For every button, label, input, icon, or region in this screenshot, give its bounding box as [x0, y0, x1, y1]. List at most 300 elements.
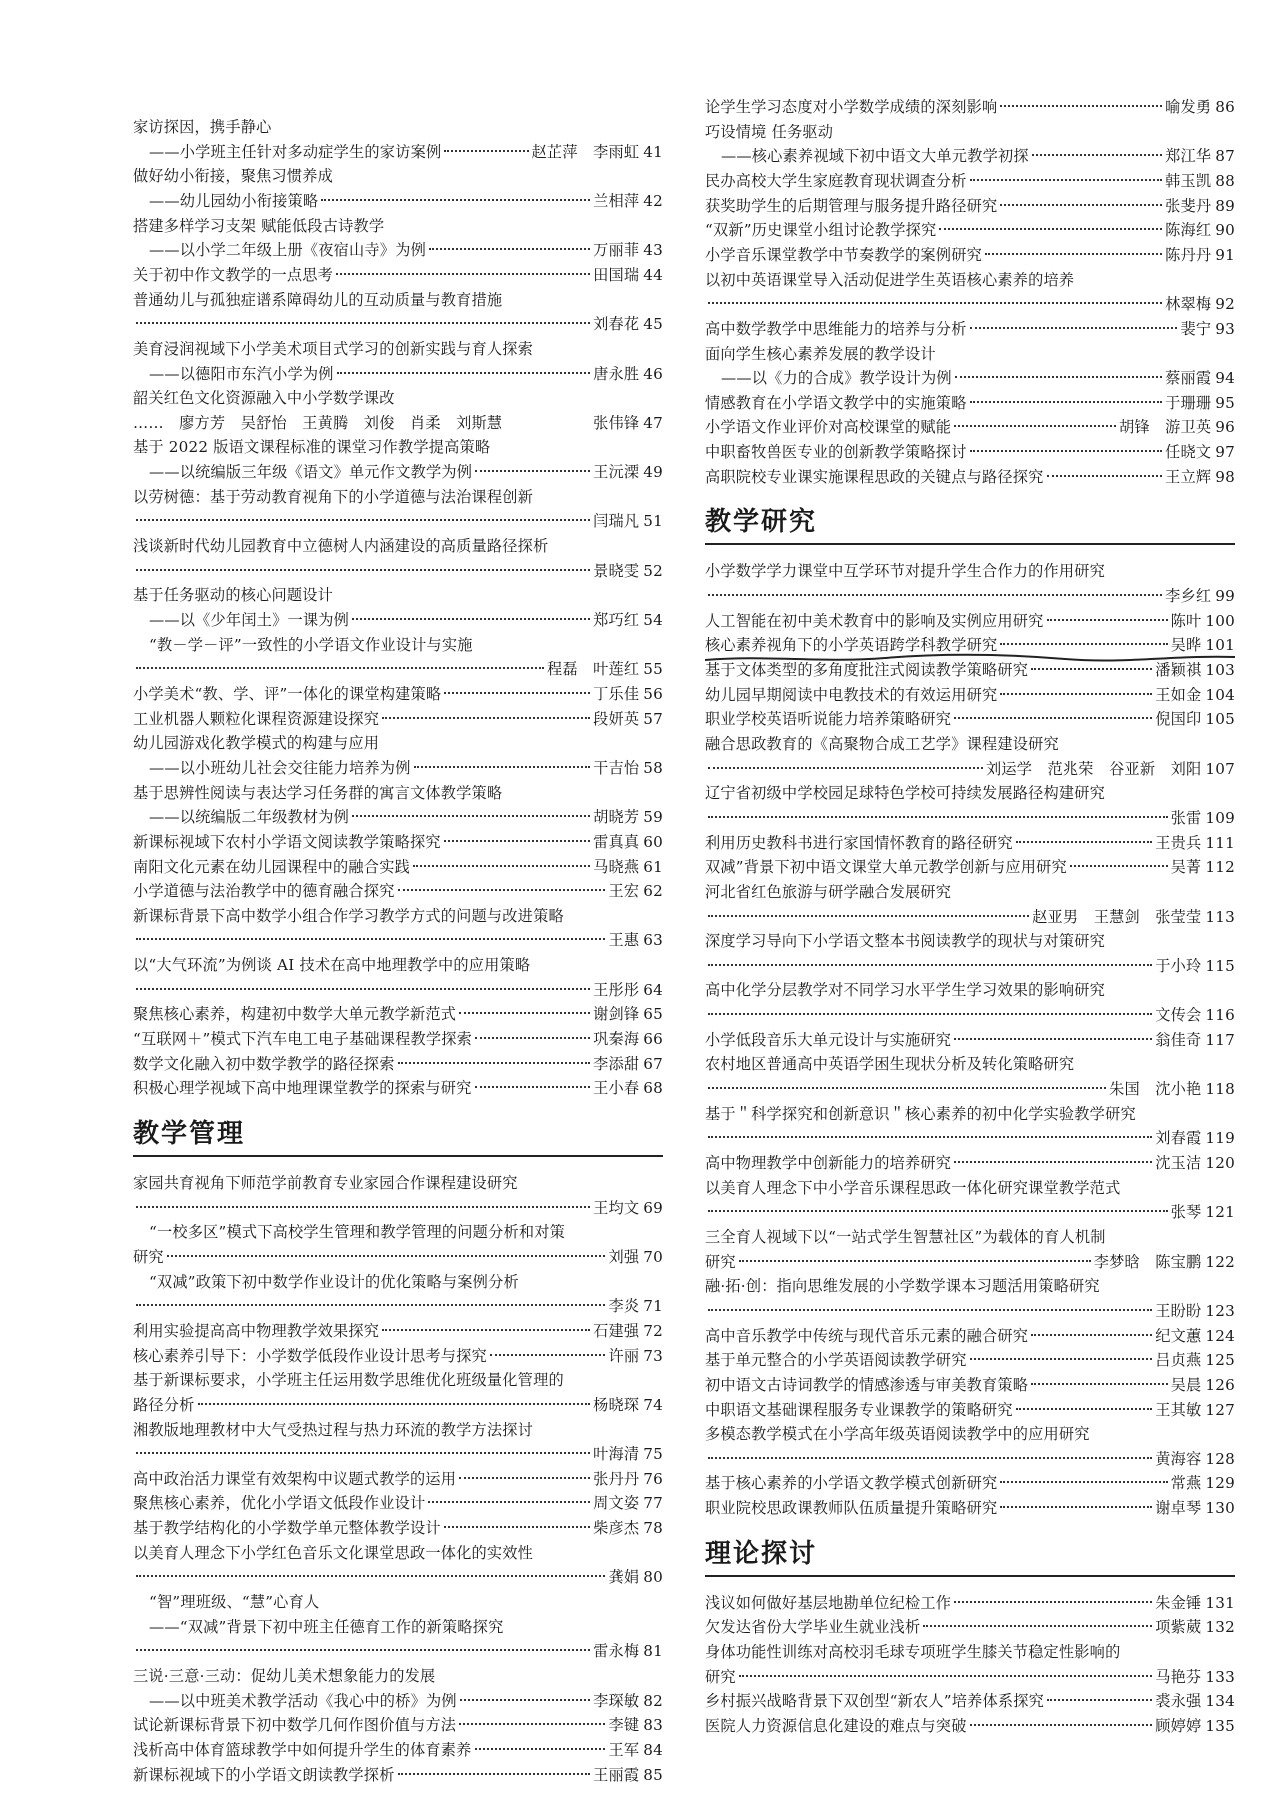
entry-title: 高职院校专业课实施课程思政的关键点与路径探究	[705, 467, 1044, 486]
leader-dots	[475, 1037, 590, 1039]
entry-title: 浅议如何做好基层地勘单位纪检工作	[705, 1593, 952, 1612]
entry-title: 以初中英语课堂导入活动促进学生英语核心素养的培养	[705, 270, 1075, 289]
entry-page: 61	[643, 857, 663, 876]
toc-entry	[133, 1052, 663, 1076]
entry-title: 以“大气环流”为例谈 AI 技术在高中地理教学中的应用策略	[133, 956, 531, 975]
leader-dots	[1047, 475, 1163, 477]
entry-title: 高中化学分层教学对不同学习水平学生学习效果的影响研究	[705, 981, 1106, 1000]
entry-title: …… 廖方芳 吴舒怡 王黄腾 刘俊 肖柔 刘斯慧	[133, 413, 503, 432]
leader-dots	[136, 938, 605, 940]
leader-dots	[708, 767, 983, 769]
entry-title: 湘教版地理教材中大气受热过程与热力环流的教学方法探讨	[133, 1420, 534, 1439]
leader-dots	[398, 889, 606, 891]
entry-title: 新课标背景下高中数学小组合作学习教学方式的问题与改进策略	[133, 906, 564, 925]
leader-dots	[939, 228, 1162, 230]
entry-author: 林翠梅	[1165, 295, 1212, 314]
entry-page: 111	[1205, 833, 1235, 852]
leader-dots	[475, 1086, 591, 1088]
toc-entry	[133, 164, 663, 188]
toc-entry	[705, 609, 1235, 633]
entry-page: 55	[643, 660, 663, 679]
toc-entry	[705, 1274, 1235, 1298]
entry-page: 68	[643, 1079, 663, 1098]
toc-entry	[133, 657, 663, 681]
entry-author: 程磊 叶莲红	[546, 660, 640, 679]
toc-entry	[133, 1590, 663, 1614]
leader-dots	[739, 1260, 1091, 1262]
entry-page: 109	[1205, 808, 1235, 827]
entry-title: 核心素养引导下：小学数学低段作业设计思考与探究	[133, 1346, 487, 1365]
leader-dots	[136, 1304, 605, 1306]
leader-dots	[414, 766, 591, 768]
entry-author: 王立辉	[1165, 467, 1212, 486]
toc-entry	[133, 1565, 663, 1589]
entry-page: 124	[1205, 1326, 1235, 1345]
toc-entry	[133, 707, 663, 731]
leader-dots	[1016, 1408, 1152, 1410]
leader-dots	[1016, 841, 1152, 843]
entry-title: 情感教育在小学语文教学中的实施策略	[705, 393, 967, 412]
toc-entry	[705, 243, 1235, 267]
entry-page: 83	[643, 1716, 663, 1735]
entry-page: 45	[643, 315, 663, 334]
leader-dots	[1000, 105, 1162, 107]
entry-author: 朱国 沈小艳	[1109, 1080, 1202, 1099]
entry-title: ——以小学二年级上册《夜宿山寺》为例	[149, 241, 426, 260]
leader-dots	[739, 1675, 1152, 1677]
leader-dots	[337, 372, 590, 374]
leader-dots	[923, 1625, 1152, 1627]
leader-dots	[444, 1526, 590, 1528]
entry-page: 76	[643, 1469, 663, 1488]
entry-author: 石建强	[593, 1321, 640, 1340]
leader-dots	[352, 618, 590, 620]
entry-author: 王贵兵	[1155, 833, 1202, 852]
leader-dots	[429, 248, 590, 250]
entry-author: 蔡丽霞	[1165, 369, 1212, 388]
entry-title: ——小学班主任针对多动症学生的家访案例	[149, 142, 442, 161]
toc-entry	[133, 189, 663, 213]
leader-dots	[985, 253, 1162, 255]
entry-title: 基于新课标要求，小学班主任运用数学思维优化班级量化管理的	[133, 1371, 564, 1390]
toc-entry	[133, 1639, 663, 1663]
toc-entry	[705, 1471, 1235, 1495]
toc-entry	[133, 756, 663, 780]
entry-author: 杨晓琛	[593, 1395, 640, 1414]
entry-page: 93	[1215, 319, 1235, 338]
toc-entry	[705, 806, 1235, 830]
entry-page: 116	[1205, 1006, 1235, 1025]
entry-title: 论学生学习态度对小学数学成绩的深刻影响	[705, 98, 998, 116]
toc-entry	[705, 1250, 1235, 1274]
entry-title: 研究	[133, 1247, 164, 1266]
entry-title: 欠发达省份大学毕业生就业浅析	[705, 1618, 921, 1637]
entry-page: 91	[1215, 245, 1235, 264]
entry-title: 职业院校思政课教师队伍质量提升策略研究	[705, 1499, 998, 1518]
toc-entry	[705, 415, 1235, 439]
entry-title: 基于文体类型的多角度批注式阅读教学策略研究	[705, 661, 1029, 679]
toc-entry	[705, 218, 1235, 242]
entry-title: ——“双减”背景下初中班主任德育工作的新策略探究	[149, 1617, 504, 1636]
entry-title: 面向学生核心素养发展的教学设计	[705, 344, 936, 363]
toc-entry	[705, 1225, 1235, 1249]
toc-entry	[705, 440, 1235, 464]
toc-entry	[705, 1373, 1235, 1397]
entry-title: 以劳树德：基于劳动教育视角下的小学道德与法治课程创新	[133, 487, 534, 506]
leader-dots	[336, 273, 590, 275]
toc-entry	[133, 214, 663, 238]
entry-title: “双新”历史课堂小组讨论教学探究	[705, 221, 937, 240]
leader-dots	[352, 815, 590, 817]
entry-title: 研究	[705, 1252, 736, 1271]
entry-page: 54	[643, 611, 663, 629]
entry-title: 中职语文基础课程服务专业课教学的策略研究	[705, 1400, 1013, 1419]
entry-title: 小学道德与法治教学中的德育融合探究	[133, 882, 395, 901]
entry-title: 小学低段音乐大单元设计与实施研究	[705, 1030, 952, 1049]
toc-entry	[705, 855, 1235, 879]
toc-entry	[133, 115, 663, 139]
leader-dots	[321, 199, 590, 201]
entry-page: 129	[1205, 1474, 1235, 1493]
entry-author: 王彤彤	[593, 980, 640, 999]
entry-author: 李琛敏	[593, 1691, 640, 1710]
toc-entry	[705, 1028, 1235, 1052]
leader-dots	[708, 915, 1029, 917]
toc-entry	[133, 1368, 663, 1392]
leader-dots	[136, 1206, 590, 1208]
toc-entry	[133, 238, 663, 262]
toc-entry	[133, 1442, 663, 1466]
entry-page: 87	[1215, 147, 1235, 166]
toc-entry	[705, 1714, 1235, 1738]
entry-author: 陈叶	[1170, 611, 1202, 630]
entry-page: 60	[643, 832, 663, 851]
entry-author: 王惠	[608, 931, 640, 950]
entry-title: ——以小班幼儿社会交往能力培养为例	[149, 758, 411, 777]
leader-dots	[708, 816, 1168, 818]
entry-author: 胡晓芳	[593, 808, 640, 827]
toc-entry	[705, 584, 1235, 608]
leader-dots	[444, 150, 528, 152]
entry-page: 49	[643, 463, 663, 482]
leader-dots	[970, 401, 1163, 403]
toc-entry	[133, 879, 663, 903]
leader-dots	[413, 865, 590, 867]
entry-page: 127	[1205, 1400, 1235, 1419]
section-rule	[133, 1155, 663, 1157]
entry-page: 103	[1205, 661, 1235, 679]
leader-dots	[708, 964, 1152, 966]
entry-author: 马晓燕	[593, 857, 640, 876]
entry-page: 92	[1215, 295, 1235, 314]
toc-entry	[133, 953, 663, 977]
entry-title: 巧设情境 任务驱动	[705, 122, 834, 141]
toc-entry	[133, 485, 663, 509]
entry-page: 62	[643, 882, 663, 901]
entry-page: 104	[1205, 685, 1235, 704]
leader-dots	[136, 988, 590, 990]
toc-entry	[133, 288, 663, 312]
entry-author: 李梦晗 陈宝鹏	[1093, 1252, 1202, 1271]
toc-entry	[133, 460, 663, 484]
entry-author: 沈玉洁	[1155, 1154, 1202, 1172]
leader-dots	[708, 594, 1162, 596]
entry-page: 135	[1205, 1717, 1235, 1735]
entry-title: 韶关红色文化资源融入中小学数学课改	[133, 389, 395, 408]
entry-title: 家访探因，携手静心	[133, 118, 272, 136]
entry-title: 做好幼小衔接，聚焦习惯养成	[133, 167, 334, 186]
entry-title: 聚焦核心素养，优化小学语文低段作业设计	[133, 1494, 426, 1513]
leader-dots	[136, 667, 544, 669]
entry-title: ——以《力的合成》教学设计为例	[721, 369, 952, 388]
leader-dots	[198, 1403, 591, 1405]
entry-page: 71	[643, 1297, 663, 1316]
entry-author: 周文姿	[593, 1494, 640, 1513]
toc-entry	[705, 929, 1235, 953]
entry-title: 以美育人理念下中小学音乐课程思政一体化研究课堂教学范式	[705, 1178, 1121, 1197]
entry-title: 小学语文作业评价对高校课堂的赋能	[705, 418, 952, 437]
entry-author: 赵芷萍 李雨虹	[531, 142, 640, 161]
toc-entry	[705, 1398, 1235, 1422]
entry-title: 深度学习导向下小学语文整本书阅读教学的现状与对策研究	[705, 932, 1106, 951]
toc-entry	[133, 386, 663, 410]
entry-title: ——幼儿园幼小衔接策略	[149, 191, 319, 210]
entry-author: 王均文	[593, 1198, 640, 1217]
entry-page: 63	[643, 931, 663, 950]
leader-dots	[490, 1354, 606, 1356]
entry-author: 张丹丹	[593, 1469, 640, 1488]
toc-entry	[133, 633, 663, 657]
entry-author: 李乡红	[1165, 587, 1212, 606]
entry-title: 路径分析	[133, 1395, 195, 1414]
entry-title: 研究	[705, 1667, 736, 1686]
leader-dots	[1000, 693, 1152, 695]
toc-entry	[133, 1319, 663, 1343]
toc-entry	[705, 144, 1235, 168]
entry-title: 人工智能在初中美术教育中的影响及实例应用研究	[705, 611, 1044, 630]
entry-author: 干吉怡	[593, 758, 640, 777]
entry-page: 52	[643, 561, 663, 580]
entry-page: 70	[643, 1247, 663, 1266]
toc-entry	[705, 95, 1235, 119]
entry-page: 95	[1215, 393, 1235, 412]
pen-underline-mark	[705, 651, 1235, 665]
leader-dots	[136, 1575, 605, 1577]
entry-page: 123	[1205, 1301, 1235, 1320]
entry-author: 马艳芬	[1155, 1667, 1202, 1686]
entry-title: 工业机器人颗粒化课程资源建设探究	[133, 709, 380, 728]
entry-title: 乡村振兴战略背景下双创型“新农人”培养体系探究	[705, 1692, 1045, 1711]
leader-dots	[1031, 1383, 1167, 1385]
entry-author: 王丽霞	[593, 1765, 640, 1784]
leader-dots	[136, 1649, 590, 1651]
leader-dots	[460, 1699, 590, 1701]
leader-dots	[444, 692, 590, 694]
entry-page: 134	[1205, 1692, 1235, 1711]
entry-author: 谢剑锋	[593, 1005, 640, 1024]
toc-entry	[133, 1541, 663, 1565]
entry-author: 王盼盼	[1155, 1301, 1202, 1320]
toc-entry	[133, 1076, 663, 1100]
toc-entry	[705, 1052, 1235, 1076]
toc-entry	[705, 342, 1235, 366]
entry-title: 新课标视域下农村小学语文阅读教学策略探究	[133, 832, 441, 851]
entry-page: 64	[643, 980, 663, 999]
toc-entry	[133, 1027, 663, 1051]
entry-title: 辽宁省初级中学校园足球特色学校可持续发展路径构建研究	[705, 784, 1106, 803]
toc-entry	[705, 465, 1235, 489]
toc-entry	[133, 1713, 663, 1737]
entry-title: 基于单元整合的小学英语阅读教学研究	[705, 1351, 967, 1370]
toc-entry	[705, 268, 1235, 292]
leader-dots	[1070, 865, 1168, 867]
entry-author: 刘春霞	[1155, 1129, 1202, 1148]
entry-author: 文传会	[1155, 1006, 1202, 1025]
entry-author: 于珊珊	[1165, 393, 1212, 412]
entry-page: 121	[1205, 1203, 1235, 1222]
toc-entry	[133, 1270, 663, 1294]
toc-entry	[133, 805, 663, 829]
entry-page: 96	[1215, 418, 1235, 437]
entry-author: 万丽菲	[593, 241, 640, 260]
entry-page: 65	[643, 1005, 663, 1024]
toc-entry	[705, 559, 1235, 583]
entry-page: 69	[643, 1198, 663, 1217]
toc-entry	[133, 583, 663, 607]
entry-title: 浅析高中体育篮球教学中如何提升学生的体育素养	[133, 1740, 472, 1759]
entry-author: 翁佳奇	[1155, 1030, 1202, 1049]
entry-title: 家园共育视角下师范学前教育专业家园合作课程建设研究	[133, 1174, 518, 1192]
entry-title: 小学数学学力课堂中互学环节对提升学生合作力的作用研究	[705, 562, 1106, 581]
entry-page: 43	[643, 241, 663, 260]
entry-title: 核心素养视角下的小学英语跨学科教学研究	[705, 636, 998, 655]
toc-entry	[133, 682, 663, 706]
entry-page: 89	[1215, 196, 1235, 215]
entry-page: 47	[643, 413, 663, 432]
entry-page: 131	[1205, 1593, 1235, 1612]
leader-dots	[136, 1452, 590, 1454]
entry-title: ——以统编版二年级教材为例	[149, 808, 350, 827]
toc-entry	[705, 120, 1235, 144]
leader-dots	[708, 302, 1162, 304]
entry-page: 80	[643, 1568, 663, 1587]
entry-author: 纪文蕙	[1155, 1326, 1202, 1345]
toc-entry	[705, 292, 1235, 316]
entry-title: 关于初中作文教学的一点思考	[133, 265, 334, 284]
leader-dots	[1047, 1699, 1152, 1701]
entry-page: 78	[643, 1519, 663, 1538]
entry-title: “双减”政策下初中数学作业设计的优化策略与案例分析	[149, 1272, 519, 1291]
toc-entry	[705, 1151, 1235, 1175]
entry-title: ——以德阳市东汽小学为例	[149, 364, 334, 383]
entry-title: 医院人力资源信息化建设的难点与突破	[705, 1717, 967, 1735]
leader-dots	[708, 1210, 1168, 1212]
toc-entry	[705, 905, 1235, 929]
toc-entry	[133, 411, 663, 435]
leader-dots	[954, 425, 1116, 427]
leader-dots	[1000, 643, 1167, 645]
entry-author: 郑巧红	[593, 611, 640, 629]
entry-author: 赵亚男 王慧剑 张莹莹	[1032, 907, 1202, 926]
entry-author: 潘颖祺	[1155, 661, 1202, 679]
entry-page: 119	[1205, 1129, 1235, 1148]
entry-author: 柴彦杰	[593, 1519, 640, 1538]
entry-title: 融合思政教育的《高聚物合成工艺学》课程建设研究	[705, 734, 1059, 753]
entry-page: 51	[643, 512, 663, 531]
entry-title: 浅谈新时代幼儿园教育中立德树人内涵建设的高质量路径探析	[133, 537, 549, 556]
entry-author: 于小玲	[1155, 956, 1202, 975]
entry-page: 82	[643, 1691, 663, 1710]
toc-entry	[705, 1126, 1235, 1150]
entry-title: 小学美术“教、学、评”一体化的课堂构建策略	[133, 684, 442, 703]
leader-dots	[970, 1358, 1153, 1360]
toc-entry	[705, 1422, 1235, 1446]
toc-entry	[133, 1294, 663, 1318]
section-rule	[705, 1575, 1235, 1577]
toc-entry	[133, 337, 663, 361]
toc-entry	[705, 1324, 1235, 1348]
entry-author: 任晓文	[1165, 443, 1212, 462]
leader-dots	[398, 1773, 591, 1775]
entry-author: 兰相萍	[593, 191, 640, 210]
entry-page: 113	[1205, 907, 1235, 926]
entry-page: 105	[1205, 710, 1235, 729]
entry-title: 基于＂科学探究和创新意识＂核心素养的初中化学实验教学研究	[705, 1104, 1136, 1123]
entry-author: 李炎	[608, 1297, 640, 1316]
entry-title: 三全育人视域下以“一站式学生智慧社区”为载体的育人机制	[705, 1227, 1106, 1246]
entry-page: 125	[1205, 1351, 1235, 1370]
entry-page: 67	[643, 1054, 663, 1073]
toc-entry	[133, 1491, 663, 1515]
leader-dots	[459, 1723, 605, 1725]
entry-page: 72	[643, 1321, 663, 1340]
entry-title: 中职畜牧兽医专业的创新教学策略探讨	[705, 443, 967, 462]
entry-author: 雷永梅	[593, 1642, 640, 1661]
entry-title: 数学文化融入初中数学教学的路径探索	[133, 1054, 395, 1073]
toc-entry	[133, 1002, 663, 1026]
toc-entry	[133, 1763, 663, 1787]
entry-page: 90	[1215, 221, 1235, 240]
toc-entry	[705, 757, 1235, 781]
entry-title: 美育浸润视域下小学美术项目式学习的创新实践与育人探索	[133, 339, 534, 358]
leader-dots	[444, 840, 590, 842]
entry-author: 项紫葳	[1155, 1618, 1202, 1637]
toc-entry	[705, 831, 1235, 855]
toc-entry	[705, 1496, 1235, 1520]
toc-entry	[705, 194, 1235, 218]
entry-title: 新课标视域下的小学语文朗读教学探析	[133, 1765, 395, 1784]
entry-title: 普通幼儿与孤独症谱系障碍幼儿的互动质量与教育措施	[133, 290, 503, 309]
toc-entry	[133, 1220, 663, 1244]
entry-author: 巩秦海	[593, 1030, 640, 1049]
entry-title: 以美育人理念下小学红色音乐文化课堂思政一体化的实效性	[133, 1543, 534, 1562]
entry-title: 基于 2022 版语文课程标准的课堂习作教学提高策略	[133, 438, 491, 457]
toc-entry	[133, 904, 663, 928]
toc-entry	[705, 1102, 1235, 1126]
entry-author: 许丽	[608, 1346, 640, 1365]
entry-page: 133	[1205, 1667, 1235, 1686]
leader-dots	[970, 179, 1163, 181]
leader-dots	[708, 1309, 1152, 1311]
entry-author: 刘春花	[593, 315, 640, 334]
entry-author: 李键	[608, 1716, 640, 1735]
entry-page: 115	[1205, 956, 1235, 975]
leader-dots	[136, 569, 590, 571]
toc-entry	[133, 312, 663, 336]
toc-entry	[705, 978, 1235, 1002]
leader-dots	[970, 450, 1163, 452]
entry-page: 77	[643, 1494, 663, 1513]
